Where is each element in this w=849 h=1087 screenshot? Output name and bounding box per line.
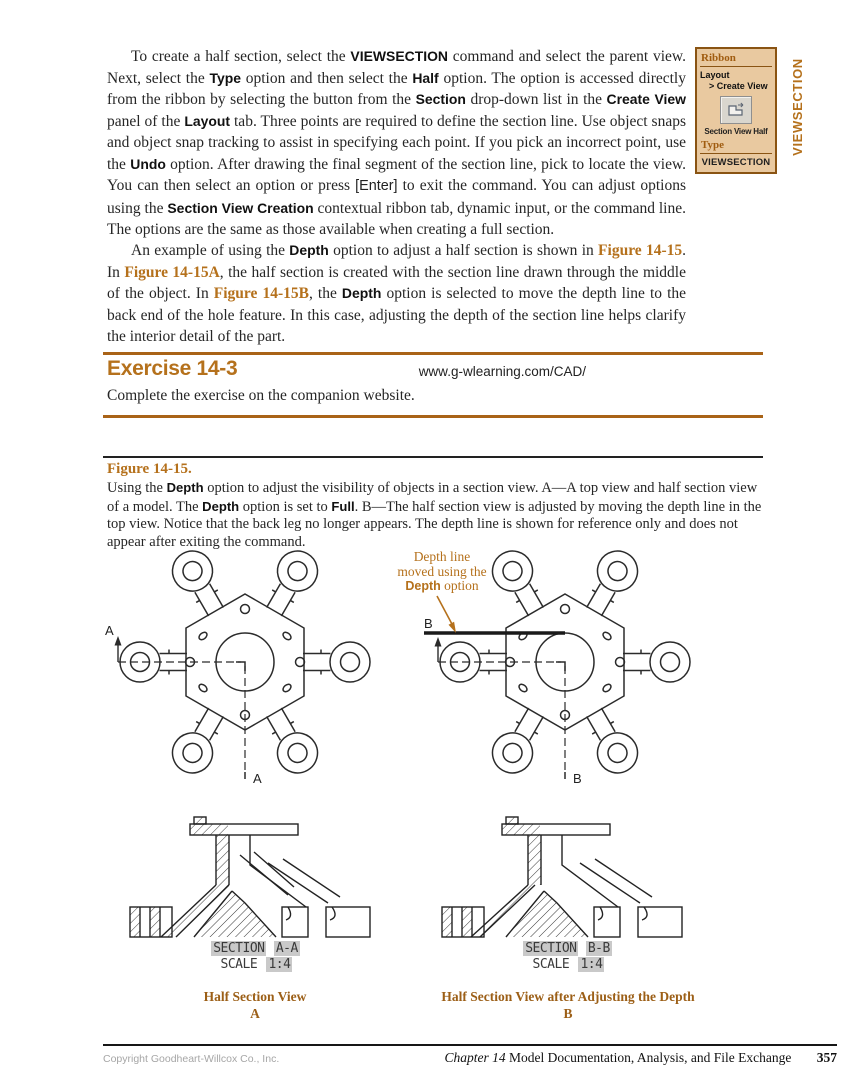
body-paragraph-2: An example of using the Depth option to adjust a half section is shown in Figure 14-15. In Figure 14-15A, the half section is created with the section line drawn through the middle of the object. In Figure 14-15B, the Depth option is selected to move the depth line to the back end of the hole feature. In this case, adjusting the depth of the section line helps clarify the interior detail of the part. xyxy=(107,242,687,345)
command-name: VIEWSECTION xyxy=(701,157,771,168)
exercise-bottom-rule xyxy=(103,415,763,418)
section-label-b-top: B xyxy=(424,616,433,631)
margin-command-tab: VIEWSECTION xyxy=(790,58,805,156)
chapter-running-title: Chapter 14 Model Documentation, Analysis, and File Exchange 357 xyxy=(444,1050,837,1065)
ribbon-panel-name: > Create View xyxy=(709,81,768,91)
section-arrow-a xyxy=(115,636,122,646)
section-label-a-top: A xyxy=(105,623,114,638)
divider xyxy=(700,153,772,154)
section-a-view-label: SECTION A-A SCALE 1:4 xyxy=(213,941,298,972)
page-footer xyxy=(103,1044,837,1066)
figure-label: Figure 14-15. xyxy=(107,461,192,477)
top-view-drawing-a xyxy=(100,545,390,790)
exercise-instruction: Complete the exercise on the companion website. xyxy=(107,387,415,404)
page-number: 357 xyxy=(816,1050,837,1065)
ribbon-box-header: Ribbon xyxy=(701,52,736,64)
type-header: Type xyxy=(701,139,725,151)
ribbon-reference-box xyxy=(695,47,777,174)
caption-b: Half Section View after Adjusting the Depth B xyxy=(441,989,695,1021)
figure-top-rule xyxy=(103,456,763,458)
exercise-title: Exercise 14-3 xyxy=(107,357,238,380)
section-view-drawing-a xyxy=(128,815,383,940)
section-label-a-bottom: A xyxy=(253,771,262,786)
divider xyxy=(700,66,772,67)
ribbon-tab-name: Layout xyxy=(700,70,730,80)
section-label-b-bottom: B xyxy=(573,771,582,786)
body-paragraph-1: To create a half section, select the VIEWSECTION command and select the parent view. Next, select the Type option and then select the Half option. The option is accessed directly from the ribbon by selecting the button from the Section drop-down list in the Create View panel of the Layout tab. Three points are required to define the section line. Use object snaps and object snap tracking to assist in specifying each point. If you pick an incorrect point, use the Undo option. After drawing the final segment of the section line, pick to locate the view. You can then select an option or press [Enter] to exit the command. You can adjust options using the Section View Creation contextual ribbon tab, dynamic input, or the command line. The options are the same as those available when creating a full section. xyxy=(107,48,687,238)
annotation-arrow xyxy=(437,596,456,633)
ribbon-tool-name: Section View Half xyxy=(704,127,768,136)
section-view-half-icon xyxy=(726,102,746,118)
section-view-drawing-b xyxy=(440,815,695,940)
figure-caption: Using the Depth option to adjust the visibility of objects in a section view. A—A top view and half section view of a model. The Depth option is set to Full. B—The half section view is adjusted by moving the depth line in the top view. Notice that the back leg no longer appears. The depth line is shown for reference only and does not appear after exiting the command. xyxy=(107,480,762,550)
companion-website-url[interactable]: www.g-wlearning.com/CAD/ xyxy=(418,364,586,379)
section-b-view-label: SECTION B-B SCALE 1:4 xyxy=(525,941,610,972)
copyright-text: Copyright Goodheart-Willcox Co., Inc. xyxy=(103,1053,280,1065)
depth-line-annotation: Depth line moved using the Depth option xyxy=(397,549,487,593)
top-view-drawing-b xyxy=(420,545,710,790)
section-view-half-button[interactable] xyxy=(720,96,752,124)
caption-a: Half Section View A xyxy=(203,989,307,1021)
section-arrow-b xyxy=(435,637,442,647)
exercise-top-rule xyxy=(103,352,763,355)
